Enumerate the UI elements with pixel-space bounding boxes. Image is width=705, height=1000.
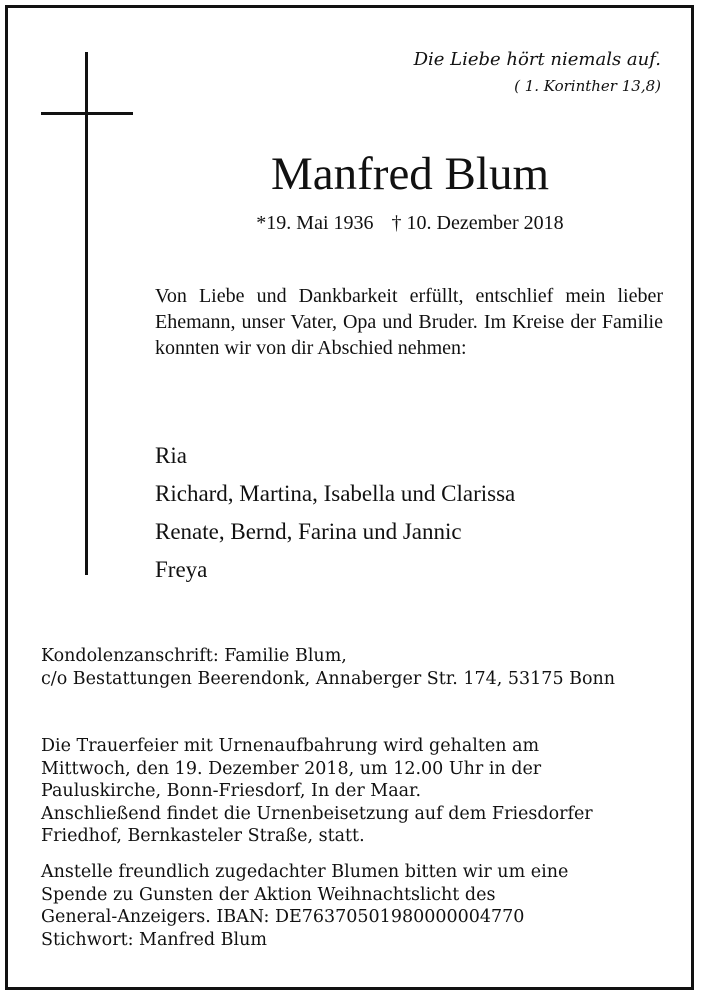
family-line: Renate, Bernd, Farina und Jannic (155, 519, 462, 544)
birth-date: *19. Mai 1936 (256, 212, 374, 234)
family-list (155, 437, 675, 589)
family-line: Ria (155, 443, 187, 468)
text-line: Mittwoch, den 19. Dezember 2018, um 12.00 Uhr in der (41, 758, 542, 779)
life-dates (160, 209, 660, 237)
death-date: † 10. Dezember 2018 (391, 212, 564, 234)
ceremony-info (41, 735, 671, 848)
bible-quote (414, 48, 661, 96)
deceased-name: Manfred Blum (270, 148, 550, 200)
text-line: General-Anzeigers. IBAN: DE76370501980000004770 (41, 907, 525, 927)
donation-info (41, 861, 671, 951)
quote-text: Die Liebe hört niemals auf. (413, 49, 661, 70)
text-line: Stichwort: Manfred Blum (41, 929, 267, 950)
intro-paragraph: Von Liebe und Dankbarkeit erfüllt, entschlief mein lieber Ehemann, unser Vater, Opa und Bruder. Im Kreise der Familie konnten wir von dir Abschied nehmen: (155, 285, 663, 359)
text-line: Anstelle freundlich zugedachter Blumen bitten wir um eine (41, 862, 569, 882)
family-line: Richard, Martina, Isabella und Clarissa (155, 481, 516, 506)
cross-icon (85, 52, 88, 575)
text-line: Friedhof, Bernkasteler Straße, statt. (41, 826, 365, 846)
text-line: Pauluskirche, Bonn-Friesdorf, In der Maar. (41, 781, 422, 801)
text-line: Anschließend findet die Urnenbeisetzung auf dem Friesdorfer (41, 803, 593, 824)
text-line: c/o Bestattungen Beerendonk, Annaberger Str. 174, 53175 Bonn (41, 668, 616, 689)
text-line: Spende zu Gunsten der Aktion Weihnachtslicht des (41, 884, 496, 905)
family-line: Freya (155, 557, 208, 582)
text-line: Die Trauerfeier mit Urnenaufbahrung wird gehalten am (41, 736, 540, 756)
quote-reference: ( 1. Korinther 13,8) (514, 77, 661, 95)
condolence-address (41, 645, 671, 690)
cross-icon-bar (41, 112, 133, 115)
text-line: Kondolenzanschrift: Familie Blum, (41, 646, 347, 666)
